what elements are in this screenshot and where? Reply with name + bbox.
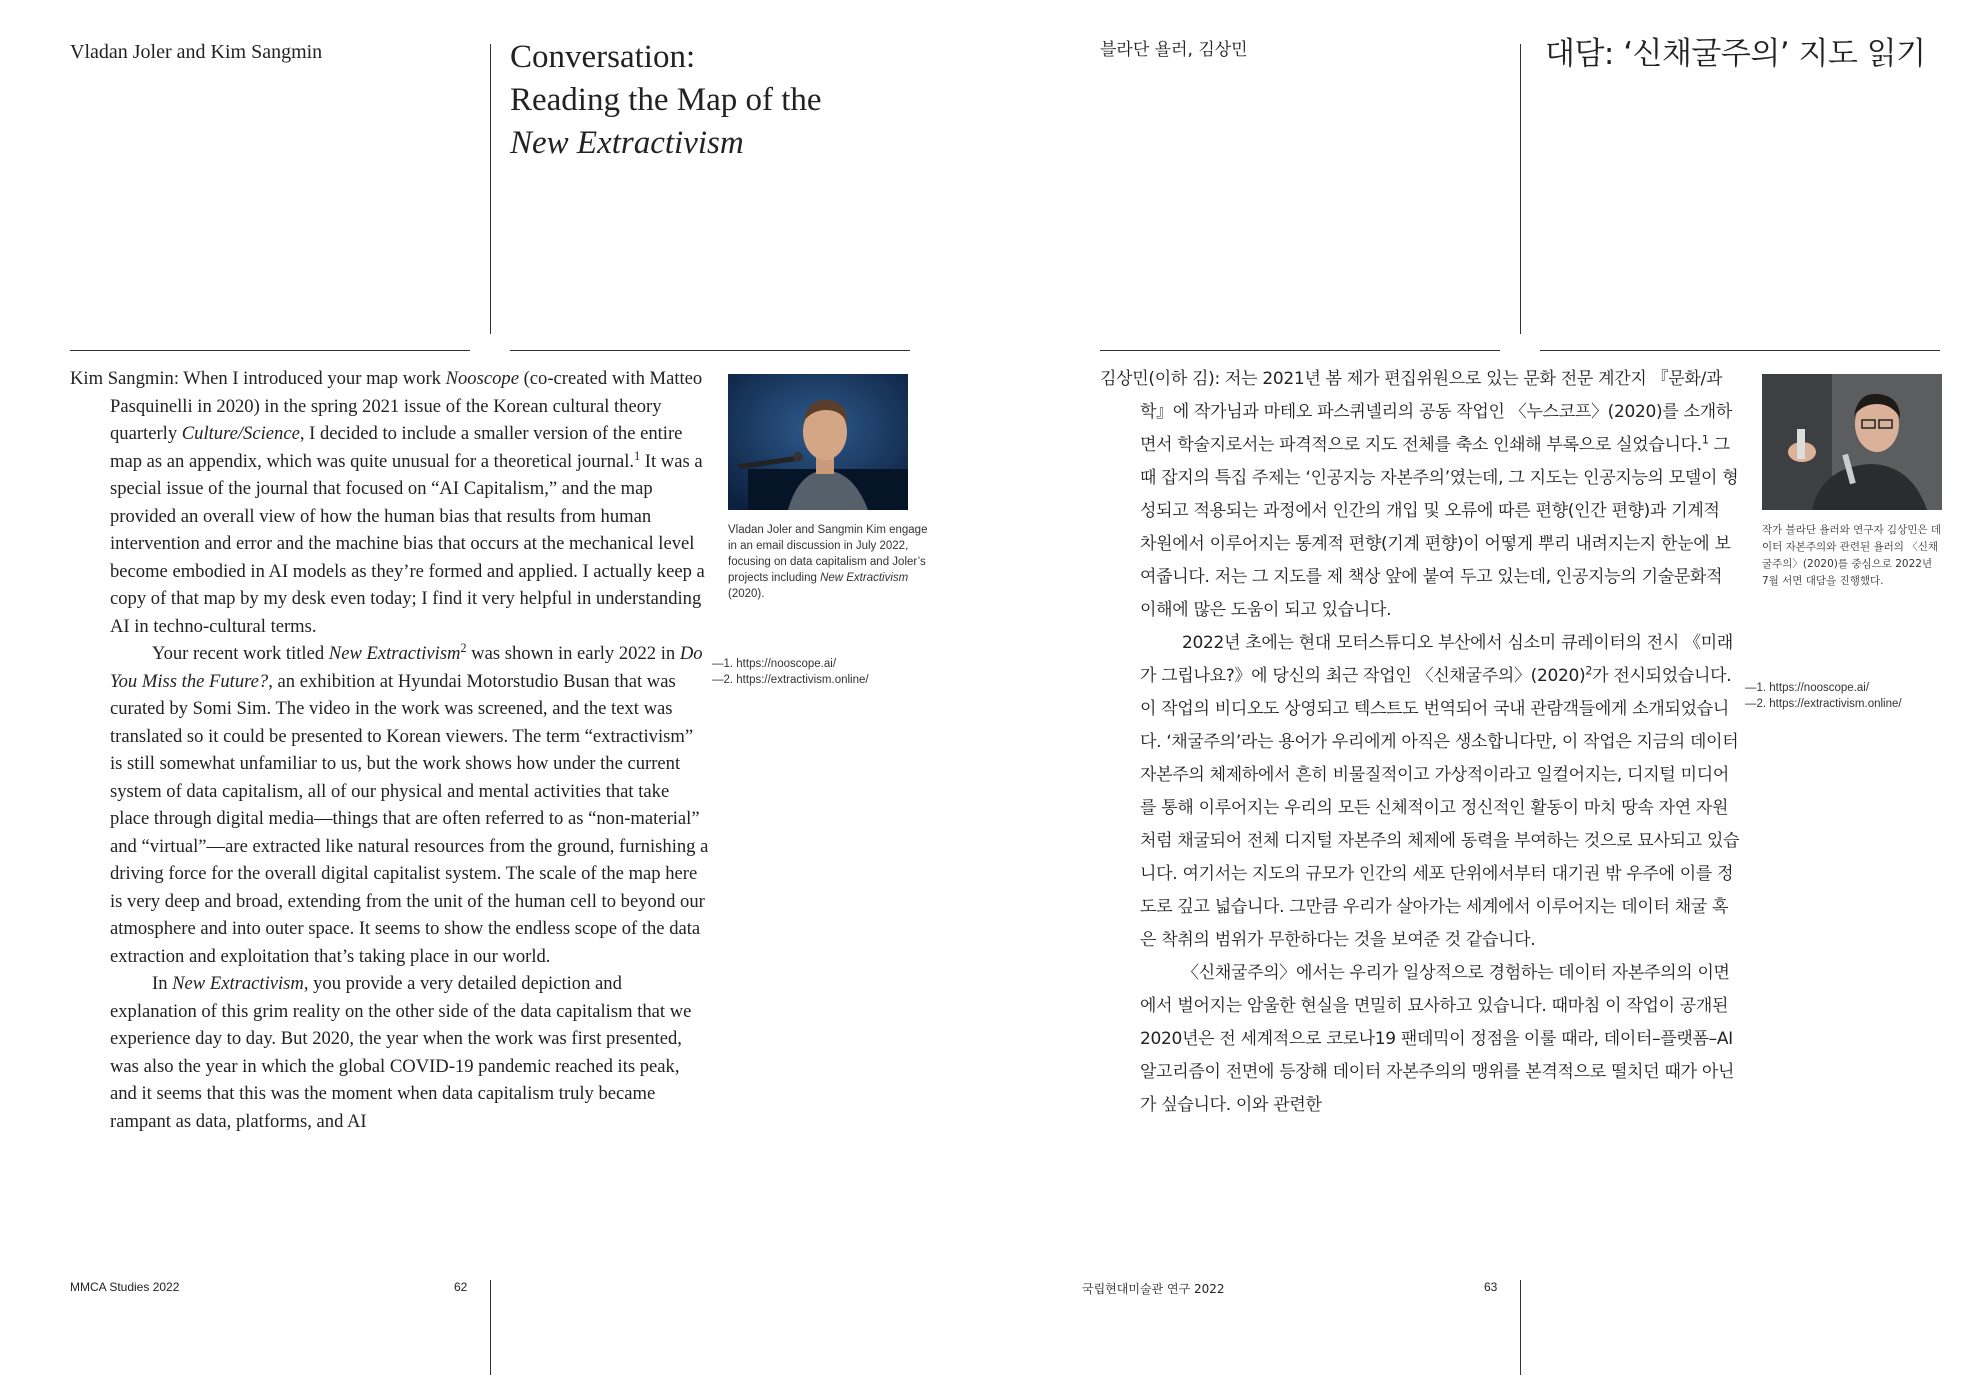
photo-kim-sangmin	[1762, 374, 1942, 510]
paragraph	[1100, 363, 1740, 627]
text-run: 그때 잡지의 특집 주제는 ‘인공지능 자본주의’였는데, 그 지도는 인공지능의 모델이 형성되고 적용되는 과정에서 인간의 개입 및 오류에 따른 편향(인간 편향)과 기계적 차원에서 이루어지는 통계적 편향(기계 편향)이 어떻게 뿌리 내려지는지 한눈에 보여줍니다. 저는 그 지도를 제 책상 앞에 붙여 두고 있는데, 인공지능의 기술문화적 이해에 많은 도움이 되고 있습니다.	[1140, 435, 1739, 620]
text-run: (co-created with Matteo Pasquinelli in 2020) in the spring 2021 issue of the Korean cultural theory quarterly	[110, 368, 703, 444]
left-footnotes	[712, 656, 869, 688]
text-run: Your recent work titled	[152, 643, 329, 664]
right-body-text	[1100, 363, 1740, 1122]
paragraph	[70, 365, 710, 640]
text-run: It was a special issue of the journal that focused on “AI Capitalism,” and the map provided an overall view of how the human bias that results from human intervention and error and the machine bias that occurs at the mechanical level become embodied in AI models as they’re formed and applied. I actually keep a copy of that map by my desk even today; I find it very helpful in understanding AI in techno-cultural terms.	[110, 450, 705, 637]
left-footer-divider	[490, 1280, 491, 1375]
left-page-number: 62	[454, 1280, 468, 1294]
left-author-line: Vladan Joler and Kim Sangmin	[70, 41, 323, 63]
italic-title: Culture/Science	[181, 423, 300, 444]
text-run: , you provide a very detailed depiction and explanation of this grim reality on the other side of the data capitalism that we experience day to day. But 2020, the year when the work was first presented, was also the year in which the global COVID-19 pandemic reached its peak, and it seems that this was the moment when data capitalism truly became rampant as data, platforms, and AI	[110, 973, 692, 1132]
title-line-2: Reading the Map of the	[510, 82, 822, 118]
footnote-1: —1. https://nooscope.ai/	[712, 658, 837, 670]
left-footer-journal: MMCA Studies 2022	[70, 1280, 180, 1294]
footnote-ref: 2	[460, 640, 467, 655]
right-article-title: 대담: ‘신채굴주의’ 지도 읽기	[1545, 36, 1926, 72]
right-photo-caption: 작가 블라단 욜러와 연구자 김상민은 데이터 자본주의와 관련된 욜러의 〈신채굴주의〉(2020)를 중심으로 2022년 7월 서면 대담을 진행했다.	[1762, 524, 1941, 587]
footnote-ref: 1	[1701, 433, 1709, 447]
text-run: 김상민(이하 김): 저는 2021년 봄 제가 편집위원으로 있는 문화 전문 계간지 『문화/과학』에 작가님과 마테오 파스퀴넬리의 공동 작업인 〈누스코프〉(2020)를 소개하면서 학술지로서는 파격적으로 지도 전체를 축소 인쇄해 부록으로 실었습니다.	[1100, 369, 1732, 455]
right-footnotes	[1745, 680, 1902, 712]
right-rule-2	[1540, 350, 1940, 351]
footnote-1: —1. https://nooscope.ai/	[1745, 682, 1870, 694]
italic-title: Nooscope	[445, 368, 519, 389]
title-line-3: New Extractivism	[510, 125, 744, 161]
text-run: 〈신채굴주의〉에서는 우리가 일상적으로 경험하는 데이터 자본주의의 이면에서 벌어지는 암울한 현실을 면밀히 묘사하고 있습니다. 때마침 이 작업이 공개된 2020년은 전 세계적으로 코로나19 팬데믹이 정점을 이룰 때라, 데이터–플랫폼–AI 알고리즘이 전면에 등장해 데이터 자본주의의 맹위를 본격적으로 떨치던 때가 아닌가 싶습니다. 이와 관련한	[1140, 963, 1735, 1115]
portrait-image	[1762, 374, 1942, 510]
italic-title: New Extractivism	[328, 643, 461, 664]
paragraph	[70, 970, 710, 1135]
text-run: was shown in early 2022 in	[466, 643, 680, 664]
left-body-text	[70, 365, 710, 1135]
footnote-2: —2. https://extractivism.online/	[1745, 698, 1902, 710]
text-run: (2020).	[728, 588, 765, 600]
right-footer-divider	[1520, 1280, 1521, 1375]
paragraph	[1100, 957, 1740, 1122]
photo-vladan-joler	[728, 374, 908, 510]
right-footer-journal: 국립현대미술관 연구 2022	[1082, 1282, 1225, 1296]
left-rule-2	[510, 350, 910, 351]
text-run: Kim Sangmin: When I introduced your map work	[70, 368, 446, 389]
italic-title: New Extractivism	[172, 973, 304, 994]
right-rule-1	[1100, 350, 1500, 351]
footnote-ref: 2	[1585, 664, 1593, 678]
italic-title: New Extractivism	[820, 572, 909, 584]
text-run: , an exhibition at Hyundai Motorstudio Busan that was curated by Somi Sim. The video in the work was screened, and the text was translated so it could be presented to Korean viewers. The term “extractivism” is still somewhat unfamiliar to us, but the work shows how under the current system of data capitalism, all of our physical and mental activities that take place through digital media—things that are often referred to as “non-material” and “virtual”—are extracted like natural resources from the ground, furnishing a driving force for the overall digital capitalist system. The scale of the map here is very deep and broad, extending from the unit of the human cell to beyond our atmosphere and into outer space. It seems to show the endless scope of the data extraction and exploitation that’s taking place in our world.	[110, 670, 709, 967]
text-run: 가 전시되었습니다. 이 작업의 비디오도 상영되고 텍스트도 번역되어 국내 관람객들에게 소개되었습니다. ‘채굴주의’라는 용어가 우리에게 아직은 생소합니다만, 이 작업은 지금의 데이터 자본주의 체제하에서 흔히 비물질적이고 가상적이라고 일컬어지는, 디지털 미디어를 통해 이루어지는 우리의 모든 신체적이고 정신적인 활동이 마치 땅속 자연 자원처럼 채굴되어 전체 디지털 자본주의 체제에 동력을 부여하는 것으로 묘사되고 있습니다. 여기서는 지도의 규모가 인간의 세포 단위에서부터 대기권 밖 우주에 이를 정도로 깊고 넓습니다. 그만큼 우리가 살아가는 세계에서 이루어지는 데이터 채굴 혹은 착취의 범위가 무한하다는 것을 보여준 것 같습니다.	[1140, 666, 1740, 950]
left-title-divider	[490, 44, 491, 334]
right-title-divider	[1520, 44, 1521, 334]
text-run: 2022년 초에는 현대 모터스튜디오 부산에서 심소미 큐레이터의 전시 《미래가 그립나요?》에 당신의 최근 작업인 〈신채굴주의〉(2020)	[1140, 633, 1734, 686]
paragraph	[1100, 627, 1740, 957]
title-line-1: Conversation:	[510, 39, 696, 75]
text-run: In	[152, 973, 173, 994]
left-article-title	[510, 36, 822, 165]
portrait-image	[728, 374, 908, 510]
left-photo-caption	[728, 522, 928, 602]
right-page-number: 63	[1484, 1280, 1498, 1294]
paragraph	[70, 640, 710, 970]
left-rule-1	[70, 350, 470, 351]
italic-title: Do You Miss the Future?	[110, 643, 703, 692]
footnote-2: —2. https://extractivism.online/	[712, 674, 869, 686]
right-author-line: 블라단 욜러, 김상민	[1100, 40, 1248, 60]
text-run: , I decided to include a smaller version of the entire map as an appendix, which was quite unusual for a theoretical journal.	[110, 423, 683, 472]
footnote-ref: 1	[634, 448, 641, 463]
text-run: Vladan Joler and Sangmin Kim engage in an email discussion in July 2022, focusing on data capitalism and Joler’s projects including	[728, 524, 928, 584]
